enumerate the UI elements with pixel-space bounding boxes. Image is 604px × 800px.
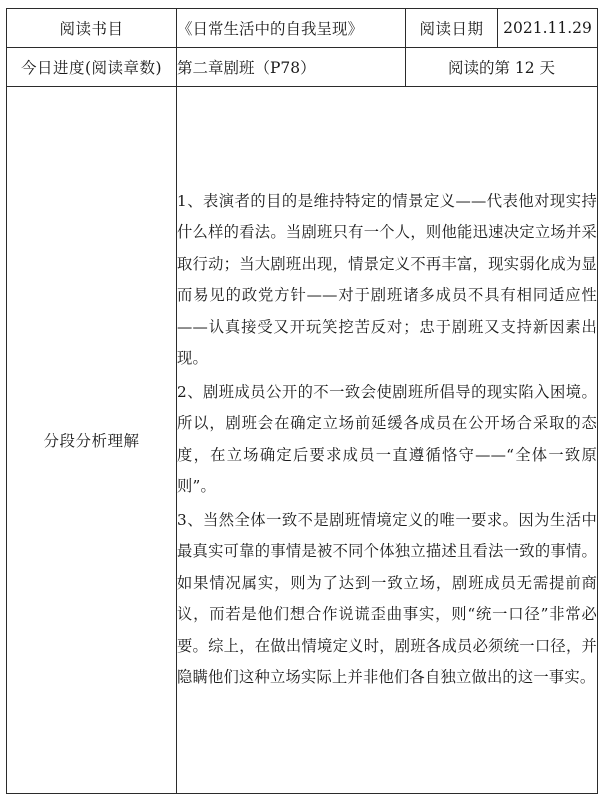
analysis-body [177, 87, 598, 794]
reading-day-count: 阅读的第 12 天 [406, 48, 598, 87]
reading-date-label: 阅读日期 [406, 9, 498, 48]
progress-label: 今日进度(阅读章数) [7, 48, 177, 87]
table-row-progress [7, 48, 598, 87]
table-row-analysis [7, 87, 598, 794]
reading-log-table [6, 8, 598, 794]
book-title-value: 《日常生活中的自我呈现》 [177, 9, 406, 48]
progress-chapter-value: 第二章剧班（P78） [177, 48, 406, 87]
table-row-book-title [7, 9, 598, 48]
analysis-paragraph: 3、当然全体一致不是剧班情境定义的唯一要求。因为生活中最真实可靠的事情是被不同个体独立描述且看法一致的事情。如果情况属实，则为了达到一致立场，剧班成员无需提前商议，而若是他们想合作说谎歪曲事实，则“统一口径”非常必要。综上，在做出情境定义时，剧班各成员必须统一口径，并隐瞒他们这种立场实际上并非他们各自独立做出的这一事实。 [177, 510, 597, 686]
analysis-label: 分段分析理解 [7, 87, 177, 794]
analysis-paragraph: 2、剧班成员公开的不一致会使剧班所倡导的现实陷入困境。所以，剧班会在确定立场前延缓各成员在公开场合采取的态度，在立场确定后要求成员一直遵循恪守——“全体一致原则”。 [177, 382, 597, 495]
analysis-paragraph: 1、表演者的目的是维持特定的情景定义——代表他对现实持什么样的看法。当剧班只有一个人，则他能迅速决定立场并采取行动；当大剧班出现，情景定义不再丰富，现实弱化成为显而易见的政党方针——对于剧班诸多成员不具有相同适应性——认真接受又开玩笑挖苦反对；忠于剧班又支持新因素出现。 [177, 191, 597, 367]
book-title-label: 阅读书目 [7, 9, 177, 48]
reading-date-value: 2021.11.29 [498, 9, 598, 48]
